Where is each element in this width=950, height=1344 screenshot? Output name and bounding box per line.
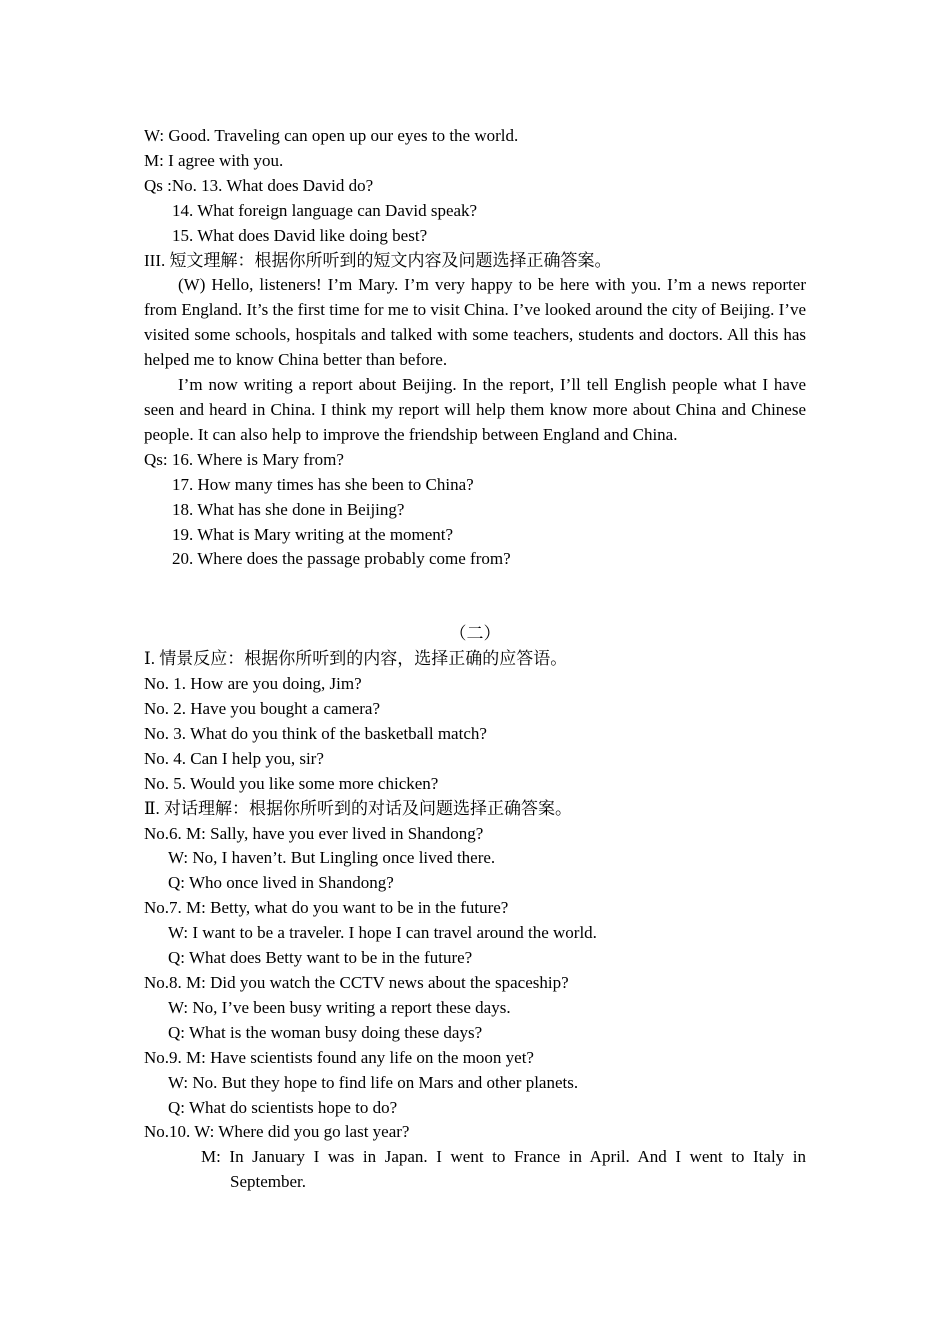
list-item: No. 4. Can I help you, sir? bbox=[144, 748, 324, 768]
dialogue-line: W: No. But they hope to find life on Mars and other planets. bbox=[168, 1072, 579, 1092]
dialogue-line: W: Good. Traveling can open up our eyes to the world. bbox=[144, 126, 519, 145]
question-line: 14. What foreign language can David speak? bbox=[172, 200, 478, 220]
dialogue-head: No.10. W: Where did you go last year? bbox=[144, 1122, 410, 1142]
section-heading: Ⅰ. 情景反应：根据你所听到的内容，选择正确的应答语。 bbox=[144, 649, 568, 669]
dialogue-head: No.9. M: Have scientists found any life on the moon yet? bbox=[144, 1047, 534, 1067]
dialogue-head: No.6. M: Sally, have you ever lived in Shandong? bbox=[144, 823, 484, 843]
question-line: 17. How many times has she been to China? bbox=[172, 474, 474, 494]
dialogue-line: Q: What does Betty want to be in the future? bbox=[168, 948, 473, 968]
dialogue-line: W: No, I haven’t. But Lingling once lived there. bbox=[168, 848, 496, 868]
part-heading: （二） bbox=[449, 624, 501, 644]
dialogue-head: No.8. M: Did you watch the CCTV news about the spaceship? bbox=[144, 973, 569, 992]
section-heading: Ⅱ. 对话理解：根据你所听到的对话及问题选择正确答案。 bbox=[144, 798, 573, 818]
dialogue-line: M: I agree with you. bbox=[144, 150, 284, 170]
dialogue-line: Q: What is the woman busy doing these days? bbox=[168, 1022, 483, 1042]
question-line: 15. What does David like doing best? bbox=[172, 225, 428, 245]
question-line: Qs :No. 13. What does David do? bbox=[144, 175, 374, 195]
dialogue-line: W: I want to be a traveler. I hope I can travel around the world. bbox=[168, 923, 597, 943]
dialogue-line: M: In January I was in Japan. I went to France in April. And I went to Italy in September. bbox=[201, 1147, 806, 1192]
list-item: No. 2. Have you bought a camera? bbox=[144, 699, 381, 719]
list-item: No. 1. How are you doing, Jim? bbox=[144, 674, 362, 694]
question-line: 20. Where does the passage probably come from? bbox=[172, 549, 511, 569]
dialogue-line: Q: What do scientists hope to do? bbox=[168, 1097, 398, 1117]
dialogue-line: W: No, I’ve been busy writing a report these days. bbox=[168, 997, 511, 1017]
passage-paragraph: (W) Hello, listeners! I’m Mary. I’m very happy to be here with you. I’m a news reporter from England. It’s the first time for me to visit China. I’ve looked around the city of Beijing. I’ve visited some schools, hospitals and talked with some teachers, students and doctors. All this has helped me to know China better than before. bbox=[144, 275, 806, 370]
list-item: No. 3. What do you think of the basketball match? bbox=[144, 723, 487, 743]
list-item: No. 5. Would you like some more chicken? bbox=[144, 773, 439, 793]
question-line: 18. What has she done in Beijing? bbox=[172, 499, 405, 519]
dialogue-head: No.7. M: Betty, what do you want to be in the future? bbox=[144, 898, 509, 918]
question-line: 19. What is Mary writing at the moment? bbox=[172, 524, 454, 544]
question-line: Qs: 16. Where is Mary from? bbox=[144, 449, 344, 469]
dialogue-line: Q: Who once lived in Shandong? bbox=[168, 873, 394, 893]
passage-paragraph: I’m now writing a report about Beijing. In the report, I’ll tell English people what I have seen and heard in China. I think my report will help them know more about China and Chinese people. It can also help to improve the friendship between England and China. bbox=[144, 375, 806, 444]
document-page bbox=[144, 124, 806, 1195]
section-heading: III. 短文理解：根据你所听到的短文内容及问题选择正确答案。 bbox=[144, 250, 612, 270]
spacer bbox=[144, 572, 806, 622]
